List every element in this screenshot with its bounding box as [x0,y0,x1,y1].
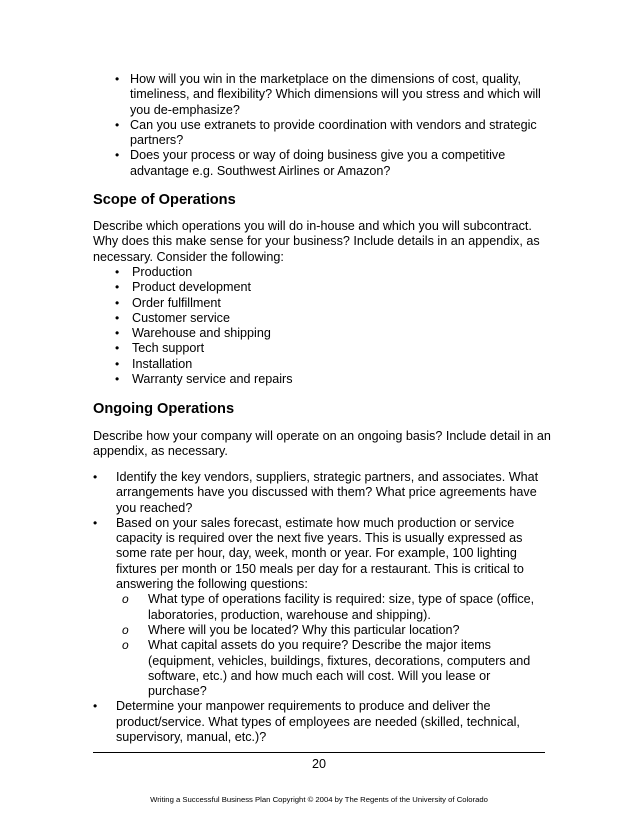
bullet-icon: • [93,470,98,484]
bullet-icon: • [115,280,120,295]
list-item: • Order fulfillment [115,295,221,310]
bullet-icon: • [115,326,120,341]
ongoing-intro: Describe how your company will operate on an ongoing basis? Include detail in an appendix, as necessary. [93,429,551,459]
bullet-icon: • [93,515,98,530]
circle-bullet-icon: o [122,592,129,607]
page-number: 20 [311,757,326,771]
bullet-icon: • [115,265,120,279]
circle-bullet-icon: o [122,638,129,653]
bullet-icon: • [115,295,120,310]
bullet-icon: • [115,148,120,163]
list-item: o What capital assets do you require? Describe the major items (equipment, vehicles, buildings, fixtures, decorations, computers and software, etc.) and how much each will cost. Will you lease or purchase? [122,638,531,699]
list-item: • Warranty service and repairs [115,372,293,387]
list-item: • Identify the key vendors, suppliers, strategic partners, and associates. What arrangements have you discussed with them? What price agreements have you reached? [93,470,539,515]
copyright-footer: Writing a Successful Business Plan Copyright © 2004 by The Regents of the University of Colorado [150,795,488,804]
list-item: • Production [115,265,193,279]
list-item: • Determine your manpower requirements to produce and deliver the product/service. What types of employees are needed (skilled, technical, supervisory, manual, etc.)? [93,699,520,745]
ongoing-heading: Ongoing Operations [93,401,235,417]
sub-bullet-list [104,592,541,699]
top-bullet-list [115,72,555,179]
list-item: • Can you use extranets to provide coordination with vendors and strategic partners? [115,117,537,148]
scope-list [115,265,535,387]
list-item: • Based on your sales forecast, estimate how much production or service capacity is required over the next five years. This is usually expressed as some rate per hour, day, week, month or year. For example, 100 lighting fixtures per month or 150 meals per day for a restaurant. This is critical to answering the following questions: o What type of operations facility is required: size, type of space (office, laboratories, production, warehouse and shipping). o Where will you be located? Why this particular location? o What capital assets do you require? Describe the major items (equipment, vehicles, buildings, fixtures, decorations, computers and software, etc.) and how much each will cost. Will you lease or purchase? [93,516,553,700]
list-item: • How will you win in the marketplace on the dimensions of cost, quality, timeliness, and flexibility? Which dimensions will you stress and which will you de-emphasize? [115,72,541,117]
footer-divider [93,752,545,753]
ongoing-bullet-list [93,470,553,745]
bullet-icon: • [115,341,120,356]
scope-heading: Scope of Operations [93,192,236,208]
list-item: • Customer service [115,310,230,325]
list-item: • Warehouse and shipping [115,326,271,341]
list-item: o What type of operations facility is required: size, type of space (office, laboratories, production, warehouse and shipping). [122,592,535,622]
list-item: o Where will you be located? Why this particular location? [122,622,460,637]
scope-intro: Describe which operations you will do in-house and which you will subcontract. Why does this make sense for your business? Include details in an appendix, as necessary. Consider the following: [93,219,540,264]
list-item: • Tech support [115,341,205,356]
bullet-icon: • [115,310,120,325]
bullet-icon: • [115,117,120,132]
bullet-icon: • [93,699,98,714]
bullet-icon: • [115,372,120,387]
list-item: • Installation [115,356,193,371]
bullet-icon: • [115,356,120,371]
bullet-icon: • [115,72,120,86]
list-item: • Product development [115,280,252,295]
circle-bullet-icon: o [122,622,129,637]
list-item: • Does your process or way of doing business give you a competitive advantage e.g. Southwest Airlines or Amazon? [115,148,506,178]
